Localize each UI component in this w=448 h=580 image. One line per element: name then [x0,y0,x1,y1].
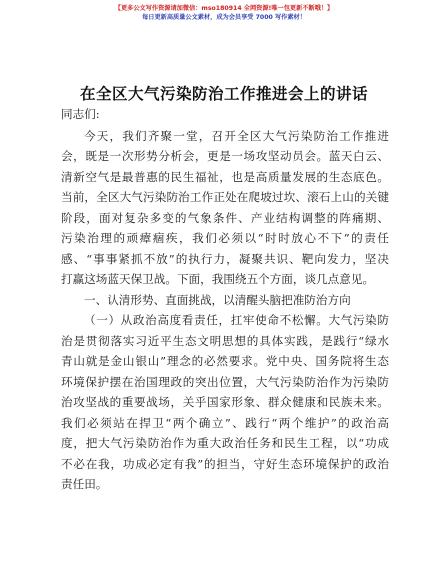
text-line: 环境保护摆在治国理政的突出位置，大气污染防治作为污染防 [61,374,389,389]
promo-banner-line1: 【更多公文写作资源请加微信：mso180914 全网资源!唯一包更新不断哦！】 [114,5,334,12]
promo-banner-line2: 每日更新高质量公文素材，成为会员享受 7000 写作素材！ [142,14,306,21]
document-body [61,104,389,495]
section-heading-text: 一、认清形势、直面挑战，以清醒头脑把准防治方向 [84,292,351,307]
text-line: （一）从政治高度看责任，扛牢使命不松懈。大气污染防 [84,313,389,327]
text-line: 打赢这场蓝天保卫战。下面，我围绕五个方面，谈几点意见。 [61,272,375,286]
text-line: 度，把大气污染防治作为重大政治任务和民生工程，以“功成 [61,436,389,450]
text-line: 感、“事事紧抓不放”的执行力，凝聚共识、靶向发力，坚决 [61,251,389,266]
paragraph-section-1-1 [61,310,389,495]
text-line: 阶段，面对复杂多变的气象条件、产业结构调整的阵痛期、 [61,210,389,225]
text-line: 污染治理的顽瘴痼疾，我们必须以“时时放心不下”的责任 [61,231,389,245]
salutation: 同志们: [61,107,100,121]
promo-banner [0,4,448,22]
text-line: 会，既是一次形势分析会，更是一场攻坚动员会。蓝天白云、 [61,149,389,163]
text-line: 清新空气是最普惠的民生福祉，也是高质量发展的生态底色。 [61,169,389,184]
text-line: 青山就是金山银山”理念的必然要求。党中央、国务院将生态 [61,354,389,368]
text-line: 我们必须站在捍卫“两个确立”、践行“两个维护”的政治高 [61,415,389,430]
section-heading [61,290,389,311]
text-line: 不必在我，功成必定有我”的担当，守好生态环境保护的政治 [61,456,389,471]
text-line: 治攻坚战的重要战场，关乎国家形象、群众健康和民族未来。 [61,395,389,409]
text-line: 治是贯彻落实习近平生态文明思想的具体实践，是践行“绿水 [61,333,389,348]
text-line: 今天，我们齐聚一堂，召开全区大气污染防治工作推进 [84,128,389,143]
paragraph-intro [61,126,389,290]
document-title: 在全区大气污染防治工作推进会上的讲话 [79,85,368,103]
text-line: 责任田。 [61,477,108,491]
text-line: 当前，全区大气污染防治工作正处在爬坡过坎、滚石上山的关键 [61,190,389,204]
